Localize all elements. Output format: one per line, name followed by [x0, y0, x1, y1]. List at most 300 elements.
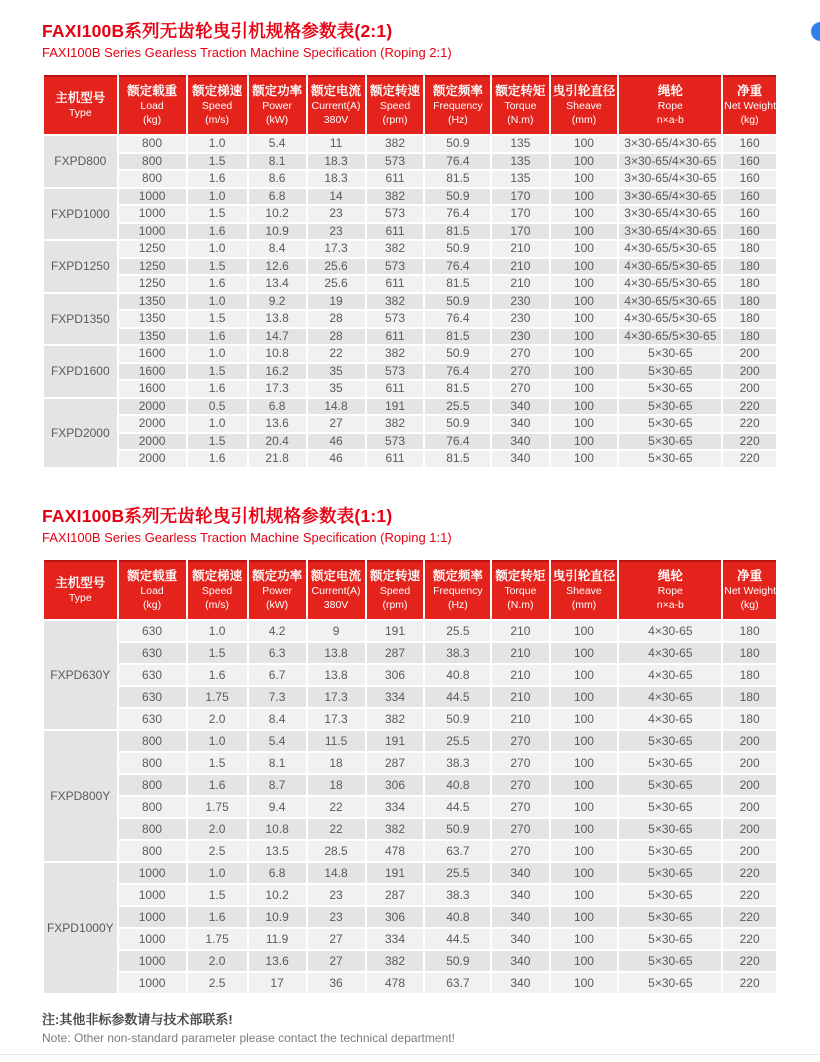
data-cell: 13.8: [308, 643, 365, 663]
data-cell: 340: [492, 885, 548, 905]
data-cell: 13.6: [249, 951, 306, 971]
table-row: [44, 416, 776, 432]
data-cell: 573: [367, 259, 424, 275]
data-cell: 1350: [119, 311, 186, 327]
data-cell: 4×30-65/5×30-65: [619, 276, 721, 292]
column-header-frequency: 额定频率 Frequency (Hz): [425, 560, 490, 619]
data-cell: 13.6: [249, 416, 306, 432]
data-cell: 23: [308, 206, 365, 222]
data-cell: 1.6: [188, 665, 247, 685]
data-cell: 1.6: [188, 171, 247, 187]
table-row: [44, 819, 776, 839]
table-row: [44, 381, 776, 397]
data-cell: 18.3: [308, 154, 365, 170]
data-cell: 14: [308, 189, 365, 205]
data-cell: 100: [551, 294, 618, 310]
bottom-divider: [0, 1054, 820, 1055]
data-cell: 1000: [119, 951, 186, 971]
data-cell: 135: [492, 154, 548, 170]
data-cell: 5×30-65: [619, 797, 721, 817]
data-cell: 180: [723, 665, 776, 685]
table-row: [44, 311, 776, 327]
table-row: [44, 206, 776, 222]
data-cell: 44.5: [425, 797, 490, 817]
data-cell: 28: [308, 311, 365, 327]
data-cell: 382: [367, 346, 424, 362]
table-row: [44, 885, 776, 905]
data-cell: 5×30-65: [619, 399, 721, 415]
data-cell: 210: [492, 276, 548, 292]
column-header-net-weight: 净重 Net Weight (kg): [723, 560, 776, 619]
data-cell: 1000: [119, 885, 186, 905]
table-row: [44, 709, 776, 729]
column-header-speed-ms: 额定梯速 Speed (m/s): [188, 75, 247, 134]
table-row: [44, 973, 776, 993]
data-cell: 2000: [119, 434, 186, 450]
data-cell: 10.8: [249, 346, 306, 362]
data-cell: 1.5: [188, 206, 247, 222]
data-cell: 573: [367, 206, 424, 222]
data-cell: 81.5: [425, 381, 490, 397]
data-cell: 382: [367, 709, 424, 729]
data-cell: 1.0: [188, 136, 247, 152]
data-cell: 270: [492, 731, 548, 751]
data-cell: 5×30-65: [619, 731, 721, 751]
data-cell: 573: [367, 434, 424, 450]
data-cell: 630: [119, 665, 186, 685]
data-cell: 210: [492, 241, 548, 257]
table-row: [44, 259, 776, 275]
data-cell: 210: [492, 709, 548, 729]
column-header-power: 额定功率 Power (kW): [249, 560, 306, 619]
data-cell: 270: [492, 819, 548, 839]
data-cell: 6.8: [249, 189, 306, 205]
data-cell: 4×30-65/5×30-65: [619, 311, 721, 327]
data-cell: 0.5: [188, 399, 247, 415]
data-cell: 334: [367, 687, 424, 707]
data-cell: 3×30-65/4×30-65: [619, 189, 721, 205]
data-cell: 4×30-65/5×30-65: [619, 294, 721, 310]
data-cell: 14.8: [308, 399, 365, 415]
data-cell: 5×30-65: [619, 973, 721, 993]
data-cell: 23: [308, 907, 365, 927]
data-cell: 63.7: [425, 841, 490, 861]
data-cell: 1.5: [188, 434, 247, 450]
data-cell: 2.0: [188, 951, 247, 971]
table-row: [44, 329, 776, 345]
data-cell: 50.9: [425, 819, 490, 839]
data-cell: 1600: [119, 346, 186, 362]
column-header-load: 额定载重 Load (kg): [119, 75, 186, 134]
data-cell: 100: [551, 731, 618, 751]
column-header-rope: 绳轮 Rope n×a-b: [619, 75, 721, 134]
data-cell: 200: [723, 364, 776, 380]
data-cell: 100: [551, 709, 618, 729]
data-cell: 334: [367, 929, 424, 949]
data-cell: 8.4: [249, 709, 306, 729]
data-cell: 14.8: [308, 863, 365, 883]
data-cell: 81.5: [425, 171, 490, 187]
data-cell: 25.5: [425, 621, 490, 641]
data-cell: 50.9: [425, 346, 490, 362]
data-cell: 200: [723, 731, 776, 751]
data-cell: 306: [367, 665, 424, 685]
data-cell: 191: [367, 731, 424, 751]
data-cell: 200: [723, 381, 776, 397]
data-cell: 4×30-65/5×30-65: [619, 329, 721, 345]
data-cell: 170: [492, 206, 548, 222]
data-cell: 220: [723, 885, 776, 905]
data-cell: 220: [723, 399, 776, 415]
section-title-zh: FAXI100B系列无齿轮曳引机规格参数表(1:1): [42, 505, 393, 526]
table-row: [44, 643, 776, 663]
data-cell: 287: [367, 885, 424, 905]
footnote-en: Note: Other non-standard parameter please contact the technical department!: [42, 1030, 455, 1045]
data-cell: 81.5: [425, 224, 490, 240]
data-cell: 25.6: [308, 276, 365, 292]
table-row: [44, 951, 776, 971]
data-cell: 2000: [119, 416, 186, 432]
data-cell: 11.5: [308, 731, 365, 751]
data-cell: 25.5: [425, 731, 490, 751]
data-cell: 76.4: [425, 154, 490, 170]
data-cell: 5×30-65: [619, 775, 721, 795]
data-cell: 135: [492, 136, 548, 152]
data-cell: 44.5: [425, 687, 490, 707]
data-cell: 270: [492, 364, 548, 380]
column-header-current: 额定电流 Current(A) 380V: [308, 560, 365, 619]
data-cell: 23: [308, 885, 365, 905]
data-cell: 800: [119, 171, 186, 187]
table-row: [44, 451, 776, 467]
data-cell: 573: [367, 364, 424, 380]
data-cell: 611: [367, 171, 424, 187]
data-cell: 160: [723, 224, 776, 240]
data-cell: 340: [492, 951, 548, 971]
type-cell-fxpd1000: FXPD1000: [44, 189, 117, 240]
data-cell: 180: [723, 687, 776, 707]
data-cell: 27: [308, 929, 365, 949]
data-cell: 100: [551, 206, 618, 222]
data-cell: 1250: [119, 276, 186, 292]
data-cell: 382: [367, 136, 424, 152]
type-cell-fxpd1000y: FXPD1000Y: [44, 863, 117, 993]
data-cell: 9.2: [249, 294, 306, 310]
table-row: [44, 841, 776, 861]
data-cell: 287: [367, 753, 424, 773]
data-cell: 1.75: [188, 929, 247, 949]
data-cell: 1600: [119, 381, 186, 397]
data-cell: 1.0: [188, 863, 247, 883]
data-cell: 76.4: [425, 311, 490, 327]
data-cell: 340: [492, 434, 548, 450]
data-cell: 210: [492, 665, 548, 685]
data-cell: 340: [492, 451, 548, 467]
data-cell: 200: [723, 753, 776, 773]
data-cell: 5×30-65: [619, 451, 721, 467]
data-cell: 9: [308, 621, 365, 641]
table-row: [44, 224, 776, 240]
data-cell: 2.5: [188, 841, 247, 861]
data-cell: 5×30-65: [619, 951, 721, 971]
column-header-type: 主机型号 Type: [44, 560, 117, 619]
data-cell: 5×30-65: [619, 907, 721, 927]
data-cell: 50.9: [425, 136, 490, 152]
data-cell: 4×30-65/5×30-65: [619, 241, 721, 257]
data-cell: 220: [723, 863, 776, 883]
data-cell: 382: [367, 819, 424, 839]
column-header-sheave: 曳引轮直径 Sheave (mm): [551, 75, 618, 134]
data-cell: 76.4: [425, 206, 490, 222]
data-cell: 220: [723, 929, 776, 949]
data-cell: 1350: [119, 329, 186, 345]
data-cell: 210: [492, 687, 548, 707]
data-cell: 81.5: [425, 451, 490, 467]
data-cell: 1.6: [188, 907, 247, 927]
data-cell: 611: [367, 224, 424, 240]
data-cell: 81.5: [425, 329, 490, 345]
data-cell: 5×30-65: [619, 863, 721, 883]
data-cell: 220: [723, 973, 776, 993]
data-cell: 11: [308, 136, 365, 152]
data-cell: 46: [308, 451, 365, 467]
type-cell-fxpd1350: FXPD1350: [44, 294, 117, 345]
type-cell-fxpd2000: FXPD2000: [44, 399, 117, 467]
data-cell: 1.5: [188, 885, 247, 905]
data-cell: 200: [723, 819, 776, 839]
data-cell: 800: [119, 797, 186, 817]
data-cell: 573: [367, 154, 424, 170]
data-cell: 4×30-65: [619, 687, 721, 707]
data-cell: 100: [551, 399, 618, 415]
data-cell: 800: [119, 775, 186, 795]
column-header-net-weight: 净重 Net Weight (kg): [723, 75, 776, 134]
data-cell: 100: [551, 224, 618, 240]
data-cell: 12.6: [249, 259, 306, 275]
data-cell: 2.5: [188, 973, 247, 993]
data-cell: 800: [119, 154, 186, 170]
table-row: [44, 136, 776, 152]
column-header-power: 额定功率 Power (kW): [249, 75, 306, 134]
data-cell: 100: [551, 189, 618, 205]
table-row: [44, 364, 776, 380]
data-cell: 800: [119, 819, 186, 839]
column-header-speed-rpm: 额定转速 Speed (rpm): [367, 75, 424, 134]
data-cell: 50.9: [425, 709, 490, 729]
data-cell: 5×30-65: [619, 364, 721, 380]
data-cell: 38.3: [425, 753, 490, 773]
data-cell: 611: [367, 329, 424, 345]
data-cell: 630: [119, 621, 186, 641]
column-header-torque: 额定转矩 Torque (N.m): [492, 75, 548, 134]
column-header-torque: 额定转矩 Torque (N.m): [492, 560, 548, 619]
data-cell: 1.0: [188, 346, 247, 362]
data-cell: 1000: [119, 189, 186, 205]
data-cell: 5×30-65: [619, 381, 721, 397]
data-cell: 210: [492, 621, 548, 641]
section-title-en: FAXI100B Series Gearless Traction Machine Specification (Roping 2:1): [42, 45, 452, 60]
type-cell-fxpd1600: FXPD1600: [44, 346, 117, 397]
data-cell: 14.7: [249, 329, 306, 345]
data-cell: 1.5: [188, 753, 247, 773]
type-cell-fxpd800: FXPD800: [44, 136, 117, 187]
data-cell: 1.0: [188, 189, 247, 205]
data-cell: 220: [723, 451, 776, 467]
data-cell: 100: [551, 951, 618, 971]
data-cell: 100: [551, 364, 618, 380]
data-cell: 1.6: [188, 276, 247, 292]
data-cell: 220: [723, 416, 776, 432]
data-cell: 76.4: [425, 364, 490, 380]
data-cell: 10.9: [249, 224, 306, 240]
data-cell: 16.2: [249, 364, 306, 380]
header-row: [44, 75, 776, 134]
data-cell: 2000: [119, 399, 186, 415]
data-cell: 1.6: [188, 224, 247, 240]
data-cell: 100: [551, 381, 618, 397]
data-cell: 100: [551, 775, 618, 795]
table-row: [44, 434, 776, 450]
data-cell: 340: [492, 907, 548, 927]
data-cell: 382: [367, 189, 424, 205]
data-cell: 8.7: [249, 775, 306, 795]
data-cell: 135: [492, 171, 548, 187]
data-cell: 478: [367, 841, 424, 861]
table-row: [44, 687, 776, 707]
data-cell: 76.4: [425, 434, 490, 450]
data-cell: 160: [723, 154, 776, 170]
data-cell: 40.8: [425, 907, 490, 927]
data-cell: 6.3: [249, 643, 306, 663]
data-cell: 1.6: [188, 381, 247, 397]
table-row: [44, 294, 776, 310]
data-cell: 200: [723, 775, 776, 795]
data-cell: 23: [308, 224, 365, 240]
data-cell: 100: [551, 665, 618, 685]
data-cell: 4×30-65: [619, 665, 721, 685]
data-cell: 100: [551, 154, 618, 170]
data-cell: 5×30-65: [619, 346, 721, 362]
footnote: [42, 1009, 778, 1045]
data-cell: 340: [492, 929, 548, 949]
table-row: [44, 399, 776, 415]
data-cell: 200: [723, 841, 776, 861]
table-row: [44, 775, 776, 795]
data-cell: 1000: [119, 907, 186, 927]
data-cell: 25.5: [425, 863, 490, 883]
data-cell: 100: [551, 687, 618, 707]
data-cell: 27: [308, 416, 365, 432]
data-cell: 382: [367, 241, 424, 257]
data-cell: 100: [551, 136, 618, 152]
table-row: [44, 797, 776, 817]
data-cell: 800: [119, 136, 186, 152]
data-cell: 191: [367, 621, 424, 641]
data-cell: 334: [367, 797, 424, 817]
data-cell: 4×30-65: [619, 643, 721, 663]
data-cell: 3×30-65/4×30-65: [619, 136, 721, 152]
column-header-speed-ms: 额定梯速 Speed (m/s): [188, 560, 247, 619]
data-cell: 180: [723, 276, 776, 292]
data-cell: 180: [723, 311, 776, 327]
data-cell: 4×30-65/5×30-65: [619, 259, 721, 275]
data-cell: 220: [723, 951, 776, 971]
data-cell: 1.75: [188, 687, 247, 707]
data-cell: 100: [551, 276, 618, 292]
table-row: [44, 621, 776, 641]
data-cell: 5×30-65: [619, 885, 721, 905]
data-cell: 35: [308, 381, 365, 397]
data-cell: 180: [723, 621, 776, 641]
data-cell: 611: [367, 451, 424, 467]
data-cell: 170: [492, 189, 548, 205]
data-cell: 8.6: [249, 171, 306, 187]
data-cell: 1250: [119, 259, 186, 275]
data-cell: 1600: [119, 364, 186, 380]
data-cell: 1.5: [188, 154, 247, 170]
data-cell: 1.5: [188, 364, 247, 380]
column-header-sheave: 曳引轮直径 Sheave (mm): [551, 560, 618, 619]
data-cell: 210: [492, 643, 548, 663]
data-cell: 478: [367, 973, 424, 993]
data-cell: 100: [551, 311, 618, 327]
data-cell: 306: [367, 775, 424, 795]
data-cell: 270: [492, 775, 548, 795]
data-cell: 3×30-65/4×30-65: [619, 206, 721, 222]
data-cell: 28.5: [308, 841, 365, 861]
data-cell: 1.6: [188, 329, 247, 345]
data-cell: 13.5: [249, 841, 306, 861]
data-cell: 8.1: [249, 753, 306, 773]
type-cell-fxpd1250: FXPD1250: [44, 241, 117, 292]
data-cell: 4×30-65: [619, 621, 721, 641]
data-cell: 382: [367, 951, 424, 971]
data-cell: 100: [551, 973, 618, 993]
data-cell: 20.4: [249, 434, 306, 450]
data-cell: 25.6: [308, 259, 365, 275]
section-title-zh: FAXI100B系列无齿轮曳引机规格参数表(2:1): [42, 21, 393, 41]
data-cell: 220: [723, 434, 776, 450]
data-cell: 17.3: [308, 709, 365, 729]
data-cell: 160: [723, 136, 776, 152]
data-cell: 220: [723, 907, 776, 927]
data-cell: 382: [367, 416, 424, 432]
data-cell: 7.3: [249, 687, 306, 707]
data-cell: 6.8: [249, 863, 306, 883]
data-cell: 100: [551, 863, 618, 883]
data-cell: 1.0: [188, 416, 247, 432]
data-cell: 10.2: [249, 206, 306, 222]
data-cell: 44.5: [425, 929, 490, 949]
data-cell: 5×30-65: [619, 753, 721, 773]
table-row: [44, 731, 776, 751]
data-cell: 800: [119, 753, 186, 773]
data-cell: 1.75: [188, 797, 247, 817]
data-cell: 2000: [119, 451, 186, 467]
data-cell: 180: [723, 294, 776, 310]
data-cell: 28: [308, 329, 365, 345]
data-cell: 4.2: [249, 621, 306, 641]
data-cell: 230: [492, 329, 548, 345]
data-cell: 5.4: [249, 136, 306, 152]
footnote-zh: 注:其他非标参数请与技术部联系!: [42, 1011, 233, 1027]
data-cell: 40.8: [425, 775, 490, 795]
table-row: [44, 665, 776, 685]
data-cell: 180: [723, 259, 776, 275]
data-cell: 3×30-65/4×30-65: [619, 224, 721, 240]
data-cell: 18: [308, 775, 365, 795]
data-cell: 180: [723, 709, 776, 729]
